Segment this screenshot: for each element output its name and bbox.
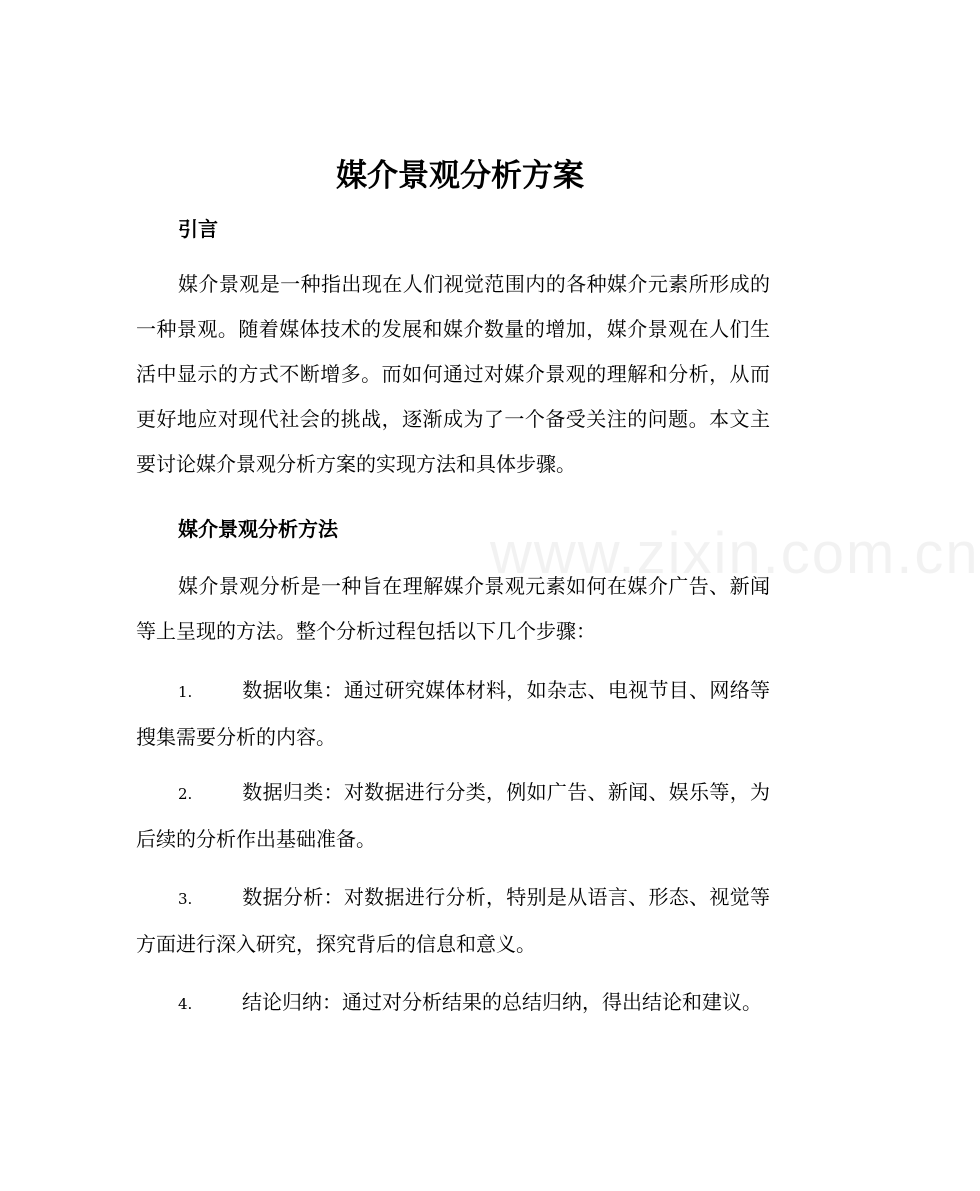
step-item-3 [136,875,770,967]
step-text: 结论归纳：通过对分析结果的总结归纳，得出结论和建议。 [242,990,762,1014]
step-text: 数据归类：对数据进行分类，例如广告、新闻、娱乐等，为后续的分析作出基础准备。 [136,780,770,851]
step-text: 数据收集：通过研究媒体材料，如杂志、电视节目、网络等搜集需要分析的内容。 [136,678,770,749]
watermark: www.zixin.com.cn [490,521,980,586]
intro-paragraph: 媒介景观是一种指出现在人们视觉范围内的各种媒介元素所形成的一种景观。随着媒体技术的发展和媒介数量的增加，媒介景观在人们生活中显示的方式不断增多。而如何通过对媒介景观的理解和分析，从而更好地应对现代社会的挑战，逐渐成为了一个备受关注的问题。本文主要讨论媒介景观分析方案的实现方法和具体步骤。 [136,272,770,476]
step-number: 1. [178,683,193,701]
step-number: 2. [178,785,193,803]
step-item-2 [136,770,770,862]
document-title: 媒介景观分析方案 [336,158,584,194]
step-number: 3. [178,890,193,908]
section-heading-intro: 引言 [178,217,218,241]
section-heading-method: 媒介景观分析方法 [178,517,338,541]
step-item-1 [136,668,770,760]
method-paragraph: 媒介景观分析是一种旨在理解媒介景观元素如何在媒介广告、新闻等上呈现的方法。整个分析过程包括以下几个步骤： [136,574,770,643]
step-number: 4. [178,995,193,1013]
step-text: 数据分析：对数据进行分析，特别是从语言、形态、视觉等方面进行深入研究，探究背后的信息和意义。 [136,885,770,956]
step-item-4 [136,980,770,1027]
